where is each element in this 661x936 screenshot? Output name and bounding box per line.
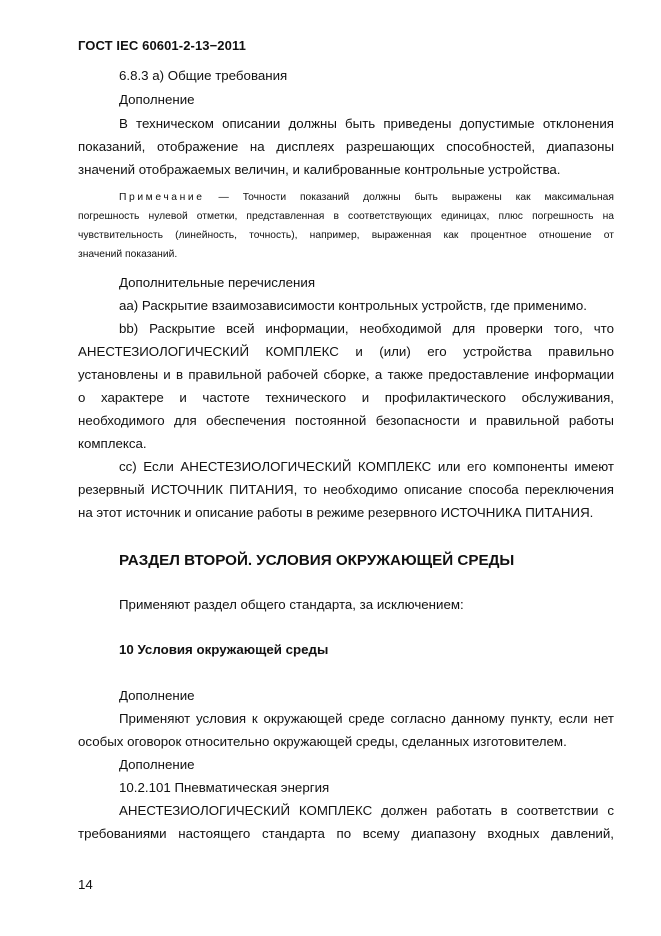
note-label: Примечание [119,192,205,203]
item-bb-line: bb) Раскрытие всей информации, необходимой для проверки того, что [119,321,614,336]
item-bb-line: комплекса. [78,436,147,451]
addition-label: Дополнение [119,688,195,703]
note-text: Точности показаний должны быть выражены как максимальная [242,192,614,203]
section-two-heading: РАЗДЕЛ ВТОРОЙ. УСЛОВИЯ ОКРУЖАЮЩЕЙ СРЕДЫ [119,552,515,569]
paragraph-line: Применяют условия к окружающей среде согласно данному пункту, если нет [119,711,614,726]
note-line: погрешность нулевой отметки, представленная в соответствующих единицах, плюс погрешность на [78,211,614,222]
item-bb-line: АНЕСТЕЗИОЛОГИЧЕСКИЙ КОМПЛЕКС и (или) его устройства правильно [78,344,614,359]
note-line: чувствительность (линейность, точность), например, выраженная как процентное отношение от [78,230,614,241]
item-bb-line: о характере и частоте технического и профилактического обслуживания, [78,390,614,405]
paragraph-line: особых оговорок относительно окружающей среды, сделанных изготовителем. [78,734,567,749]
addition-label: Дополнение [119,92,195,107]
item-cc-line: на этот источник и описание работы в режиме резервного ИСТОЧНИКА ПИТАНИЯ. [78,505,594,520]
paragraph-line: показаний, отображение на дисплеях разрешающих способностей, диапазоны [78,139,614,154]
addition-label: Дополнение [119,757,195,772]
item-bb-line: установлены и в правильной рабочей сборке, а также предоставление информации [78,367,614,382]
clause-10-heading: 10 Условия окружающей среды [119,642,329,657]
section-two-intro: Применяют раздел общего стандарта, за исключением: [119,597,464,612]
item-cc-line: сс) Если АНЕСТЕЗИОЛОГИЧЕСКИЙ КОМПЛЕКС или его компоненты имеют [119,459,614,474]
page-number: 14 [78,877,93,892]
clause-6-8-3-title: 6.8.3 а) Общие требования [119,68,288,83]
item-bb-line: необходимого для обеспечения постоянной безопасности и правильной работы [78,413,614,428]
standard-header: ГОСТ IEC 60601-2-13−2011 [78,38,246,53]
note-first-line [119,191,614,204]
note-dash: — [218,192,229,203]
additional-enumerations-label: Дополнительные перечисления [119,275,316,290]
paragraph-line: значений отображаемых величин, и калиброванные контрольные устройства. [78,162,561,177]
paragraph-line: В техническом описании должны быть приведены допустимые отклонения [119,116,614,131]
note-line: значений показаний. [78,249,178,260]
paragraph-line: требованиями настоящего стандарта по всему диапазону входных давлений, [78,826,614,841]
clause-10-2-101-title: 10.2.101 Пневматическая энергия [119,780,330,795]
paragraph-line: АНЕСТЕЗИОЛОГИЧЕСКИЙ КОМПЛЕКС должен работать в соответствии с [119,803,614,818]
item-aa: аа) Раскрытие взаимозависимости контрольных устройств, где применимо. [119,298,587,313]
item-cc-line: резервный ИСТОЧНИК ПИТАНИЯ, то необходимо описание способа переключения [78,482,614,497]
